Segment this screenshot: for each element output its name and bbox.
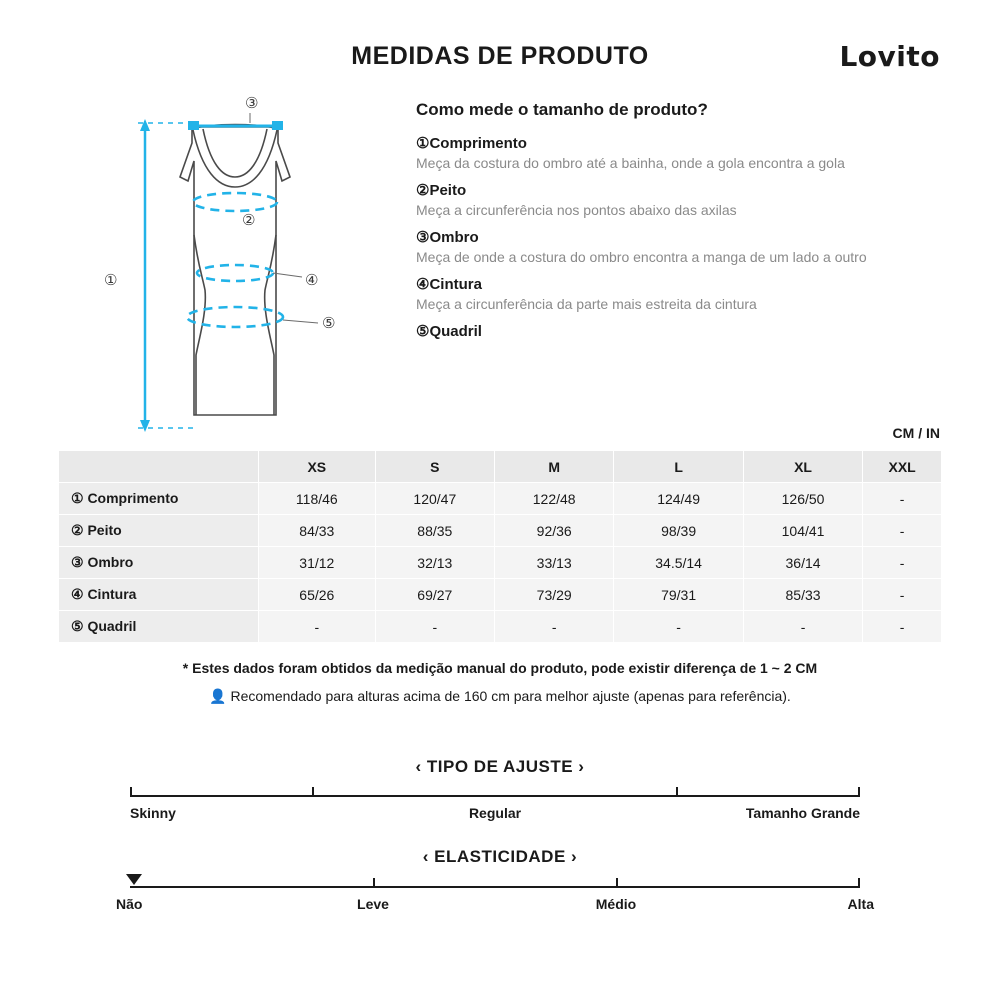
- manual-measure-note: * Estes dados foram obtidos da medição manual do produto, pode existir diferença de 1 ~ 2 CM: [182, 660, 818, 676]
- table-header-cell-4: L: [614, 451, 744, 483]
- fit-label-tamanho-grande: Tamanho Grande: [745, 805, 860, 821]
- cell-peito-xxl: -: [863, 515, 942, 547]
- row-label-cintura: ④ Cintura: [59, 579, 259, 611]
- measure-item-desc-2: Meça a circunferência nos pontos abaixo das axilas: [416, 201, 737, 218]
- how-to-measure-section: [416, 100, 936, 342]
- measure-item-desc-3: Meça de onde a costura do ombro encontra a manga de um lado a outro: [416, 248, 867, 265]
- diagram-marker-2: ②: [242, 211, 256, 229]
- fit-type-title: ‹ TIPO DE AJUSTE ›: [415, 757, 585, 776]
- row-label-quadril: ⑤ Quadril: [59, 611, 259, 643]
- table-row: [59, 515, 942, 547]
- cell-comprimento-xl: 126/50: [743, 483, 862, 515]
- garment-measurement-diagram: [60, 85, 400, 445]
- elasticity-tick-2: [616, 878, 618, 888]
- cell-quadril-xs: -: [259, 611, 376, 643]
- measure-item-desc-4: Meça a circunferência da parte mais estreita da cintura: [416, 295, 757, 312]
- elasticity-selected-marker: [126, 874, 142, 885]
- cell-comprimento-s: 120/47: [375, 483, 494, 515]
- cell-ombro-xl: 36/14: [743, 547, 862, 579]
- cell-cintura-xs: 65/26: [259, 579, 376, 611]
- cell-ombro-m: 33/13: [495, 547, 614, 579]
- cell-quadril-m: -: [495, 611, 614, 643]
- cell-cintura-l: 79/31: [614, 579, 744, 611]
- fit-label-skinny: Skinny: [130, 805, 176, 821]
- measure-item-desc-1: Meça da costura do ombro até a bainha, onde a gola encontra a gola: [416, 155, 845, 171]
- elasticity-title: ‹ ELASTICIDADE ›: [422, 847, 578, 866]
- cell-ombro-s: 32/13: [375, 547, 494, 579]
- diagram-marker-5: ⑤: [322, 314, 336, 332]
- cell-comprimento-l: 124/49: [614, 483, 744, 515]
- brand-logo: Lovito: [839, 40, 940, 73]
- fit-label-regular: Regular: [468, 805, 522, 821]
- cell-peito-l: 98/39: [614, 515, 744, 547]
- cell-comprimento-xs: 118/46: [259, 483, 376, 515]
- page-title: MEDIDAS DE PRODUTO: [351, 42, 649, 70]
- measure-item-label-5: ⑤Quadril: [416, 322, 482, 340]
- elasticity-tick-3: [858, 878, 860, 888]
- elasticity-axis: [130, 874, 860, 890]
- row-label-ombro: ③ Ombro: [59, 547, 259, 579]
- how-to-measure-heading: Como mede o tamanho de produto?: [416, 100, 708, 119]
- measure-item-label-3: ③Ombro: [416, 228, 479, 246]
- cell-quadril-s: -: [375, 611, 494, 643]
- table-header-cell-3: M: [495, 451, 614, 483]
- fit-axis-line: [130, 795, 860, 797]
- size-table: [58, 450, 942, 643]
- row-label-comprimento: ① Comprimento: [59, 483, 259, 515]
- diagram-marker-3: ③: [245, 94, 259, 112]
- elasticity-tick-1: [373, 878, 375, 888]
- fit-tick-3: [858, 787, 860, 797]
- person-icon: 👤: [209, 688, 227, 704]
- table-row: [59, 547, 942, 579]
- cell-ombro-l: 34.5/14: [614, 547, 744, 579]
- cell-cintura-xxl: -: [863, 579, 942, 611]
- elasticity-label-medio: Médio: [595, 896, 637, 912]
- cell-cintura-s: 69/27: [375, 579, 494, 611]
- cell-peito-xl: 104/41: [743, 515, 862, 547]
- cell-quadril-xl: -: [743, 611, 862, 643]
- table-row: [59, 579, 942, 611]
- measure-item-label-4: ④Cintura: [416, 275, 482, 293]
- cell-ombro-xs: 31/12: [259, 547, 376, 579]
- table-header-cell-1: XS: [259, 451, 376, 483]
- cell-ombro-xxl: -: [863, 547, 942, 579]
- cell-comprimento-xxl: -: [863, 483, 942, 515]
- table-header-cell-6: XXL: [863, 451, 942, 483]
- measure-item-label-1: ①Comprimento: [416, 135, 527, 152]
- units-label: CM / IN: [892, 425, 940, 441]
- elasticity-label-leve: Leve: [357, 896, 389, 912]
- fit-labels: [130, 805, 860, 827]
- table-header-row: [59, 451, 942, 483]
- row-label-peito: ② Peito: [59, 515, 259, 547]
- fit-axis: [130, 783, 860, 799]
- cell-quadril-l: -: [614, 611, 744, 643]
- fit-tick-1: [312, 787, 314, 797]
- cell-quadril-xxl: -: [863, 611, 942, 643]
- table-header-cell-0: [59, 451, 259, 483]
- elasticity-axis-line: [130, 886, 860, 888]
- table-header-cell-2: S: [375, 451, 494, 483]
- fit-type-scale: [130, 783, 860, 827]
- diagram-marker-1: ①: [104, 271, 118, 289]
- fit-tick-2: [676, 787, 678, 797]
- cell-peito-xs: 84/33: [259, 515, 376, 547]
- elasticity-labels: [116, 896, 874, 918]
- diagram-marker-4: ④: [305, 271, 319, 289]
- cell-peito-m: 92/36: [495, 515, 614, 547]
- table-row: [59, 483, 942, 515]
- elasticity-label-alta: Alta: [847, 896, 874, 912]
- cell-comprimento-m: 122/48: [495, 483, 614, 515]
- cell-cintura-m: 73/29: [495, 579, 614, 611]
- measure-item-label-2: ②Peito: [416, 181, 467, 199]
- height-recommendation-note: [0, 688, 1000, 705]
- cell-peito-s: 88/35: [375, 515, 494, 547]
- table-row: [59, 611, 942, 643]
- cell-cintura-xl: 85/33: [743, 579, 862, 611]
- fit-tick-0: [130, 787, 132, 797]
- elasticity-scale: [116, 874, 874, 918]
- elasticity-label-nao: Não: [116, 896, 143, 912]
- height-recommendation-text: Recomendado para alturas acima de 160 cm para melhor ajuste (apenas para referência).: [230, 688, 791, 704]
- table-header-cell-5: XL: [743, 451, 862, 483]
